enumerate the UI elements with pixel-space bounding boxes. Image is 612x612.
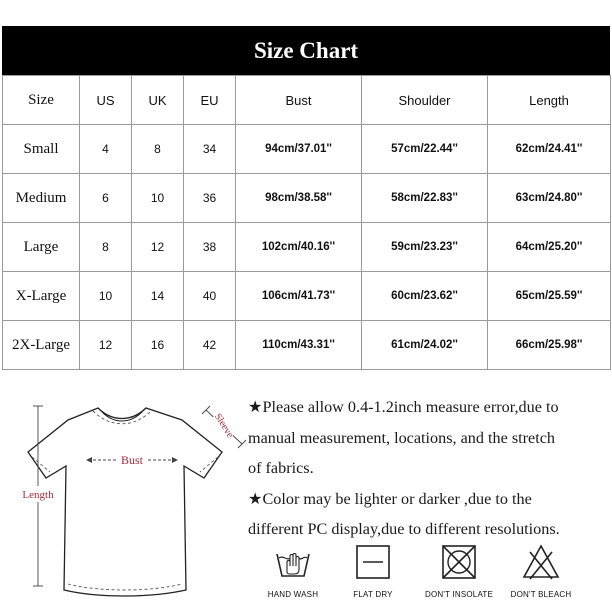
table-row xyxy=(3,223,611,272)
table-cell: Medium xyxy=(3,174,80,223)
care-label: HAND WASH xyxy=(267,590,319,599)
table-cell: 110cm/43.31'' xyxy=(236,321,362,370)
sleeve-label: Sleeve xyxy=(212,411,236,441)
table-cell: 2X-Large xyxy=(3,321,80,370)
table-header-cell: UK xyxy=(132,76,184,125)
flat-dry-icon xyxy=(353,542,393,582)
table-cell: 61cm/24.02'' xyxy=(362,321,488,370)
table-cell: 59cm/23.23'' xyxy=(362,223,488,272)
table-cell: Small xyxy=(3,125,80,174)
note-line: different PC display,due to different resolutions. xyxy=(248,520,560,538)
table-cell: 40 xyxy=(184,272,236,321)
table-cell: 65cm/25.59'' xyxy=(488,272,611,321)
table-cell: 66cm/25.98'' xyxy=(488,321,611,370)
tshirt-svg xyxy=(0,378,250,612)
note-line: ★Color may be lighter or darker ,due to the xyxy=(248,489,532,508)
table-header-cell: Length xyxy=(488,76,611,125)
table-cell: 14 xyxy=(132,272,184,321)
table-cell: 64cm/25.20'' xyxy=(488,223,611,272)
table-cell: 58cm/22.83'' xyxy=(362,174,488,223)
care-item-flat-dry xyxy=(328,542,418,599)
care-instructions xyxy=(248,542,610,612)
table-header-cell: US xyxy=(80,76,132,125)
table-cell: 12 xyxy=(132,223,184,272)
table-row xyxy=(3,125,611,174)
care-label: DON'T INSOLATE xyxy=(424,590,494,599)
table-row xyxy=(3,174,611,223)
care-item-hand-wash xyxy=(248,542,338,599)
table-cell: 8 xyxy=(80,223,132,272)
table-cell: 12 xyxy=(80,321,132,370)
table-cell: 94cm/37.01'' xyxy=(236,125,362,174)
table-row xyxy=(3,272,611,321)
tshirt-diagram xyxy=(0,378,250,612)
note-line: manual measurement, locations, and the stretch xyxy=(248,428,556,447)
table-cell: 102cm/40.16'' xyxy=(236,223,362,272)
table-cell: X-Large xyxy=(3,272,80,321)
care-label: DON'T BLEACH xyxy=(510,590,572,599)
table-cell: 34 xyxy=(184,125,236,174)
hand-wash-icon xyxy=(273,542,313,582)
table-header-cell: EU xyxy=(184,76,236,125)
table-cell: 8 xyxy=(132,125,184,174)
care-item-do-not-insolate xyxy=(414,542,504,599)
table-cell: 38 xyxy=(184,223,236,272)
care-item-do-not-bleach xyxy=(496,542,586,599)
table-cell: Large xyxy=(3,223,80,272)
table-cell: 57cm/22.44'' xyxy=(362,125,488,174)
table-cell: 10 xyxy=(132,174,184,223)
size-chart-table xyxy=(2,75,611,370)
table-header-cell: Shoulder xyxy=(362,76,488,125)
table-header-row xyxy=(3,76,611,125)
table-cell: 60cm/23.62'' xyxy=(362,272,488,321)
table-cell: 10 xyxy=(80,272,132,321)
bust-label: Bust xyxy=(120,453,144,467)
table-cell: 106cm/41.73'' xyxy=(236,272,362,321)
table-cell: 63cm/24.80'' xyxy=(488,174,611,223)
length-label: Length xyxy=(22,489,54,501)
note-line: ★Please allow 0.4-1.2inch measure error,due to xyxy=(248,398,559,416)
do-not-insolate-icon xyxy=(439,542,479,582)
size-chart-title: Size Chart xyxy=(2,26,610,75)
table-cell: 6 xyxy=(80,174,132,223)
table-row xyxy=(3,321,611,370)
table-cell: 4 xyxy=(80,125,132,174)
size-notes xyxy=(248,392,610,545)
table-cell: 36 xyxy=(184,174,236,223)
do-not-bleach-icon xyxy=(521,542,561,582)
table-cell: 62cm/24.41'' xyxy=(488,125,611,174)
table-cell: 98cm/38.58'' xyxy=(236,174,362,223)
tshirt-collar xyxy=(102,412,142,421)
table-cell: 42 xyxy=(184,321,236,370)
bust-arrow-left xyxy=(86,457,92,463)
note-line: of fabrics. xyxy=(248,459,314,477)
table-header-cell: Bust xyxy=(236,76,362,125)
table-cell: 16 xyxy=(132,321,184,370)
bust-arrow-right xyxy=(172,457,178,463)
care-label: FLAT DRY xyxy=(353,590,393,599)
table-header-cell: Size xyxy=(3,76,80,125)
